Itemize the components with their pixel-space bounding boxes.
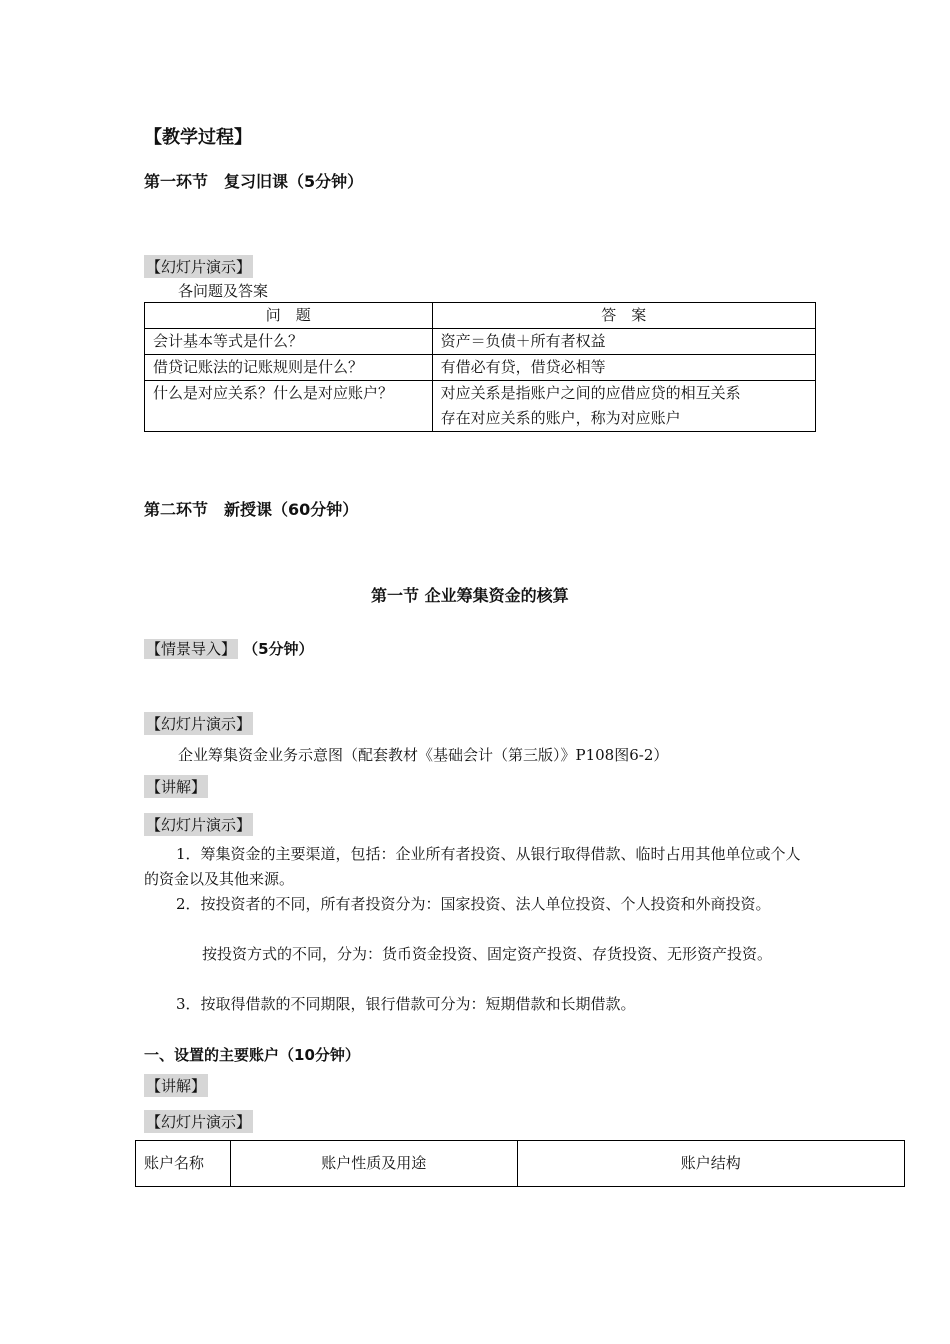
- lecture-tag: 【讲解】: [144, 775, 208, 798]
- account-table: [135, 1140, 905, 1187]
- table-row: [145, 381, 816, 432]
- section1-heading: 第一环节 复习旧课（5分钟）: [144, 172, 364, 191]
- answer-cell: [432, 381, 815, 432]
- intro-tag: 【情景导入】: [146, 640, 237, 658]
- slide-tag: 【幻灯片演示】: [144, 712, 253, 735]
- lecture-tag: 【讲解】: [144, 1074, 208, 1097]
- question-cell: 会计基本等式是什么？: [145, 329, 433, 355]
- header-question: 问 题: [145, 303, 433, 329]
- section2-heading: 第二环节 新授课（60分钟）: [144, 500, 359, 519]
- slide-tag: 【幻灯片演示】: [144, 1110, 253, 1133]
- intro-time: （5分钟）: [243, 640, 314, 658]
- table-header-row: [136, 1141, 905, 1187]
- accounts-heading: 一、设置的主要账户（10分钟）: [144, 1046, 360, 1064]
- answer-cell: 资产＝负债＋所有者权益: [432, 329, 815, 355]
- header-account-structure: 账户结构: [517, 1141, 904, 1187]
- process-heading: 【教学过程】: [144, 127, 252, 148]
- table-header-row: [145, 303, 816, 329]
- point-1: 1．筹集资金的主要渠道，包括：企业所有者投资、从银行取得借款、临时占用其他单位或个人的资金以及其他来源。: [144, 845, 801, 888]
- answer-cell: 有借必有贷，借贷必相等: [432, 355, 815, 381]
- intro-line: [144, 638, 314, 659]
- point-3: 3．按取得借款的不同期限，银行借款可分为：短期借款和长期借款。: [176, 995, 636, 1013]
- table-row: [145, 329, 816, 355]
- point-2: 2．按投资者的不同，所有者投资分为：国家投资、法人单位投资、个人投资和外商投资。: [176, 895, 771, 913]
- table-row: [145, 355, 816, 381]
- header-account-usage: 账户性质及用途: [230, 1141, 517, 1187]
- chapter-heading: 第一节 企业筹集资金的核算: [371, 586, 569, 605]
- answer-line: 存在对应关系的账户，称为对应账户: [440, 409, 681, 427]
- header-answer: 答 案: [432, 303, 815, 329]
- review-table: [144, 302, 816, 432]
- slide-tag: 【幻灯片演示】: [144, 255, 253, 278]
- slide-tag: 【幻灯片演示】: [144, 813, 253, 836]
- header-account-name: 账户名称: [136, 1141, 231, 1187]
- diagram-note: 企业筹集资金业务示意图（配套教材《基础会计（第三版）》P108图6-2）: [178, 746, 669, 764]
- answer-line: 对应关系是指账户之间的应借应贷的相互关系: [440, 384, 741, 402]
- question-cell: 什么是对应关系？什么是对应账户？: [145, 381, 433, 432]
- question-cell: 借贷记账法的记账规则是什么？: [145, 355, 433, 381]
- review-caption: 各问题及答案: [178, 282, 269, 300]
- point-2b: 按投资方式的不同，分为：货币资金投资、固定资产投资、存货投资、无形资产投资。: [202, 945, 773, 963]
